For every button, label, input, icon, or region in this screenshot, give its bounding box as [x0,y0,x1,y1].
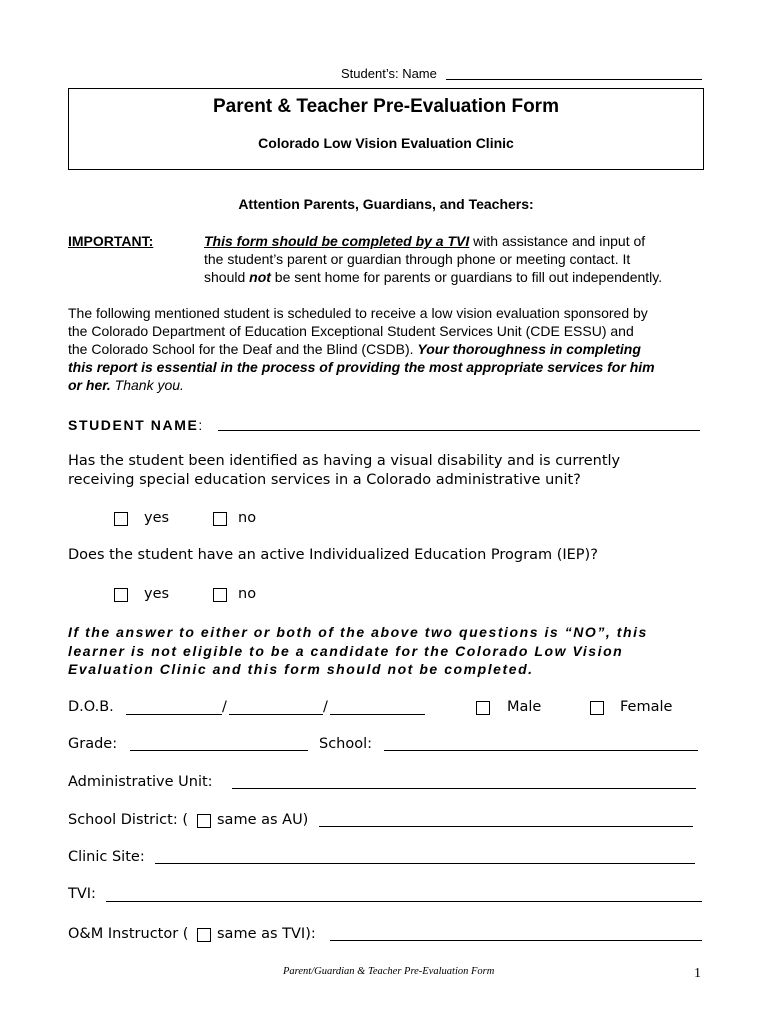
clinic-site-label: Clinic Site: [68,849,145,865]
tvi-input-line[interactable] [106,901,702,902]
dob-year-line[interactable] [330,714,425,715]
male-checkbox[interactable] [476,701,490,715]
dob-slash-2: / [323,699,328,715]
students-name-line[interactable] [446,79,702,80]
school-district-label: School District: ( [68,812,188,828]
important-not: not [249,269,271,285]
q2-text: Does the student have an active Individualized Education Program (IEP)? [68,547,598,563]
q1-no-checkbox[interactable] [213,512,227,526]
school-input-line[interactable] [384,750,698,751]
intro-line-2: the Colorado Department of Education Exceptional Student Services Unit (CDE ESSU) and [68,323,634,339]
important-line-1 [204,233,645,249]
q2-no-checkbox[interactable] [213,588,227,602]
important-line-3 [204,269,662,285]
important-line-2: the student’s parent or guardian through phone or meeting contact. It [204,251,631,267]
om-instructor-input-line[interactable] [330,940,702,941]
important-line-3-post: be sent home for parents or guardians to fill out independently. [270,269,663,285]
admin-unit-input-line[interactable] [232,788,696,789]
intro-thank-you: Thank you. [110,377,184,393]
q2-yes-label: yes [144,586,170,602]
q1-yes-label: yes [144,510,170,526]
important-label: IMPORTANT: [68,233,154,249]
intro-line-3 [68,341,641,357]
q2-yes-checkbox[interactable] [114,588,128,602]
warning-line-3: Evaluation Clinic and this form should not be completed. [68,661,534,677]
important-emphasis: This form should be completed by a TVI [204,233,470,249]
male-label: Male [507,699,542,715]
same-as-au-label: same as AU) [217,812,309,828]
warning-line-2: learner is not eligible to be a candidate for the Colorado Low Vision [68,643,624,659]
intro-line-3-plain: the Colorado School for the Deaf and the Blind (CSDB). [68,341,418,357]
q1-yes-checkbox[interactable] [114,512,128,526]
important-line-3-pre: should [204,269,250,285]
student-name-input-line[interactable] [218,430,700,431]
students-name-label: Student’s: Name [341,66,437,81]
dob-label: D.O.B. [68,699,114,715]
form-subtitle: Colorado Low Vision Evaluation Clinic [258,135,514,151]
form-title: Parent & Teacher Pre-Evaluation Form [213,96,559,117]
dob-day-line[interactable] [229,714,323,715]
grade-input-line[interactable] [130,750,308,751]
footer-text: Parent/Guardian & Teacher Pre-Evaluation Form [283,966,495,977]
clinic-site-input-line[interactable] [155,863,695,864]
female-checkbox[interactable] [590,701,604,715]
student-name-colon: : [198,417,203,433]
intro-line-5 [68,377,184,393]
female-label: Female [620,699,673,715]
intro-line-1: The following mentioned student is scheduled to receive a low vision evaluation sponsored by [68,305,648,321]
same-as-au-checkbox[interactable] [197,814,211,828]
same-as-tvi-label: same as TVI): [217,926,316,942]
q1-line-2: receiving special education services in a Colorado administrative unit? [68,472,581,488]
student-name-label: STUDENT NAME [68,417,199,433]
om-instructor-label: O&M Instructor ( [68,926,189,942]
school-label: School: [319,736,373,752]
same-as-tvi-checkbox[interactable] [197,928,211,942]
intro-line-3-bold: Your thoroughness in completing [417,341,641,357]
attention-heading: Attention Parents, Guardians, and Teachers: [238,196,534,212]
warning-line-1: If the answer to either or both of the above two questions is “NO”, this [68,624,648,640]
page-number: 1 [694,966,701,981]
student-name-field-label [68,417,202,433]
dob-slash-1: / [222,699,227,715]
intro-line-4: this report is essential in the process of providing the most appropriate services for him [68,359,655,375]
school-district-input-line[interactable] [319,826,693,827]
admin-unit-label: Administrative Unit: [68,774,213,790]
important-line-1-rest: with assistance and input of [469,233,646,249]
grade-label: Grade: [68,736,118,752]
q1-no-label: no [238,510,257,526]
tvi-label: TVI: [68,886,96,902]
q2-no-label: no [238,586,257,602]
intro-line-5-bold: or her. [68,377,111,393]
dob-month-line[interactable] [126,714,222,715]
q1-line-1: Has the student been identified as having a visual disability and is currently [68,453,621,469]
